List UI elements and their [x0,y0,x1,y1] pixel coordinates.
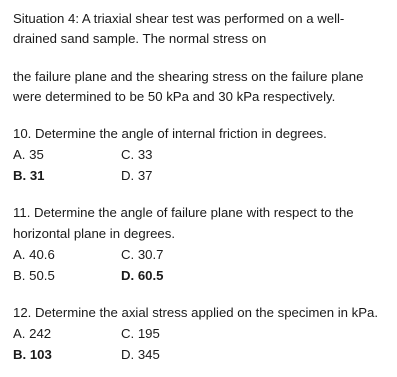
question-10-choice-b: B. 31 [13,168,45,183]
question-11-text-line-2: horizontal plane in degrees. [13,226,176,241]
question-10-choice-d: D. 37 [121,168,153,183]
question-12-choices-row-2 [13,345,393,365]
question-10-choice-a: A. 35 [13,147,44,162]
question-12-text: 12. Determine the axial stress applied on the specimen in kPa. [13,305,379,320]
question-12-choice-a: A. 242 [13,326,52,341]
question-10-choice-c: C. 33 [121,147,153,162]
situation-line-2: drained sand sample. The normal stress on [13,31,267,46]
question-12-choices-row-1 [13,324,393,344]
question-11-choice-d: D. 60.5 [121,268,164,283]
question-11-choice-c: C. 30.7 [121,247,164,262]
question-12-choice-c: C. 195 [121,326,160,341]
situation-line-1: Situation 4: A triaxial shear test was performed on a well- [13,11,345,26]
question-10-choices-row-1 [13,145,393,165]
question-11-choice-b: B. 50.5 [13,268,55,283]
question-10-text: 10. Determine the angle of internal friction in degrees. [13,126,327,141]
question-11-choices-row-2 [13,266,393,286]
question-11-choices-row-1 [13,245,393,265]
question-11-choice-a: A. 40.6 [13,247,55,262]
question-10-choices-row-2 [13,166,393,186]
question-11-text-line-1: 11. Determine the angle of failure plane with respect to the [13,205,354,220]
question-12-choice-b: B. 103 [13,347,52,362]
situation-line-3: the failure plane and the shearing stress on the failure plane [13,69,364,84]
question-12-choice-d: D. 345 [121,347,160,362]
situation-line-4: were determined to be 50 kPa and 30 kPa respectively. [13,89,336,104]
